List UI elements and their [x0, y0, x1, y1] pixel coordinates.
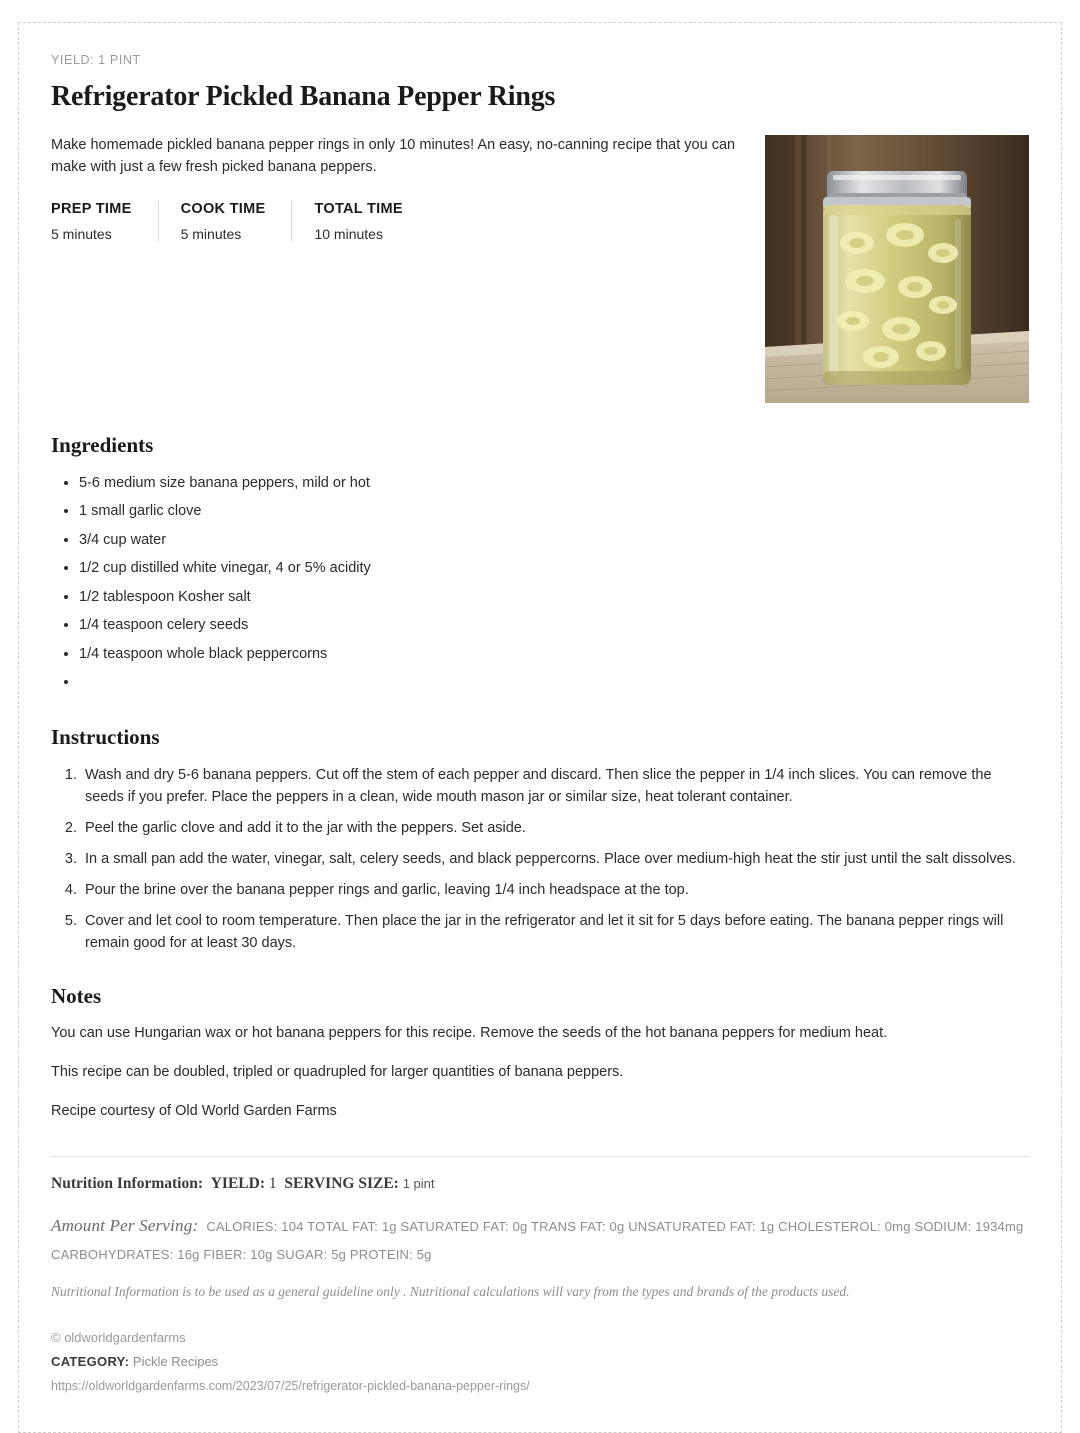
cook-time-label: COOK TIME: [180, 200, 266, 217]
category-row: [51, 1350, 1029, 1374]
amount-per-serving-label: Amount Per Serving:: [51, 1216, 199, 1236]
nutrition-line-1: CALORIES: 104 TOTAL FAT: 1g SATURATED FAT: 0g TRANS FAT: 0g UNSATURATED FAT: 1g CHOLESTEROL: 0mg SODIUM: 1934mg: [206, 1219, 1024, 1235]
nutrition-yield-label: YIELD:: [210, 1175, 265, 1193]
recipe-card: [18, 22, 1062, 1433]
list-item: • 1/4 teaspoon whole black peppercorns: [79, 643, 1029, 666]
instructions-heading: Instructions: [51, 724, 160, 749]
list-item: • 1/2 cup distilled white vinegar, 4 or 5% acidity: [79, 557, 1029, 580]
note-paragraph: You can use Hungarian wax or hot banana peppers for this recipe. Remove the seeds of the hot banana peppers for medium heat.: [51, 1025, 888, 1042]
nutrition-section: [51, 1156, 1029, 1299]
notes-heading: Notes: [51, 984, 102, 1009]
nutrition-heading: [51, 1175, 1029, 1193]
list-item: • 1 small garlic clove: [79, 500, 1029, 523]
total-time-value: 10 minutes: [314, 225, 383, 242]
list-item: • 1/4 teaspoon celery seeds: [79, 614, 1029, 637]
list-item: 5. Cover and let cool to room temperature. Then place the jar in the refrigerator and let it sit for 5 days before eating. The banana pepper rings will remain good for at least 30 days.: [81, 910, 1029, 954]
cook-time-value: 5 minutes: [180, 225, 242, 242]
category-value[interactable]: Pickle Recipes: [132, 1353, 219, 1369]
instructions-list: [51, 764, 1029, 954]
ingredients-heading: Ingredients: [51, 433, 154, 457]
intro-left: [51, 135, 743, 246]
list-item: 1. Wash and dry 5-6 banana peppers. Cut off the stem of each pepper and discard. Then slice the pepper in 1/4 inch slices. You can remove the seeds if you prefer. Place the peppers in a clean, wide mouth mason jar or similar size, heat tolerant container.: [81, 764, 1029, 808]
list-item: • 1/2 tablespoon Kosher salt: [79, 586, 1029, 609]
total-time-label: TOTAL TIME: [314, 200, 403, 217]
copyright-text: © oldworldgardenfarms: [51, 1329, 186, 1345]
source-url-link[interactable]: https://oldworldgardenfarms.com/2023/07/25/refrigerator-pickled-banana-pepper-rings/: [51, 1378, 530, 1393]
nutrition-yield-value: 1: [268, 1175, 277, 1193]
list-item: 2. Peel the garlic clove and add it to the jar with the peppers. Set aside.: [81, 817, 1029, 839]
yield-line: YIELD: 1 PINT: [51, 53, 141, 67]
recipe-times: [51, 201, 743, 242]
recipe-photo: [765, 135, 1029, 403]
serving-size-label: SERVING SIZE:: [284, 1175, 399, 1193]
serving-size-value: 1 pint: [402, 1176, 435, 1192]
nutrition-values: [51, 1209, 1029, 1267]
page-title: Refrigerator Pickled Banana Pepper Rings: [51, 81, 556, 112]
list-item: 3. In a small pan add the water, vinegar, salt, celery seeds, and black peppercorns. Place over medium-high heat the stir just until the salt dissolves.: [81, 848, 1029, 870]
cook-time-block: [181, 201, 293, 242]
prep-time-block: [51, 201, 159, 242]
prep-time-value: 5 minutes: [51, 225, 112, 242]
total-time-block: [314, 201, 428, 242]
nutrition-disclaimer: Nutritional Information is to be used as a general guideline only . Nutritional calculations will vary from the types and brands of the products used.: [51, 1283, 850, 1299]
list-item: • 3/4 cup water: [79, 529, 1029, 552]
prep-time-label: PREP TIME: [51, 200, 132, 217]
note-paragraph: Recipe courtesy of Old World Garden Farms: [51, 1102, 337, 1119]
category-label: CATEGORY:: [51, 1353, 130, 1369]
notes-section: [51, 1023, 1029, 1122]
nutrition-line-2: CARBOHYDRATES: 16g FIBER: 10g SUGAR: 5g PROTEIN: 5g: [51, 1247, 432, 1263]
intro-section: [51, 135, 1029, 403]
list-item: 4. Pour the brine over the banana pepper rings and garlic, leaving 1/4 inch headspace at the top.: [81, 879, 1029, 901]
list-item: • 5-6 medium size banana peppers, mild or hot: [79, 472, 1029, 495]
recipe-description: Make homemade pickled banana pepper rings in only 10 minutes! An easy, no-canning recipe that you can make with just a few fresh picked banana peppers.: [51, 137, 736, 175]
ingredients-list: [51, 472, 1029, 695]
card-footer: [51, 1326, 1029, 1398]
nutrition-info-label: Nutrition Information:: [51, 1175, 203, 1193]
list-item: [79, 671, 1029, 694]
note-paragraph: This recipe can be doubled, tripled or quadrupled for larger quantities of banana peppers.: [51, 1063, 624, 1080]
